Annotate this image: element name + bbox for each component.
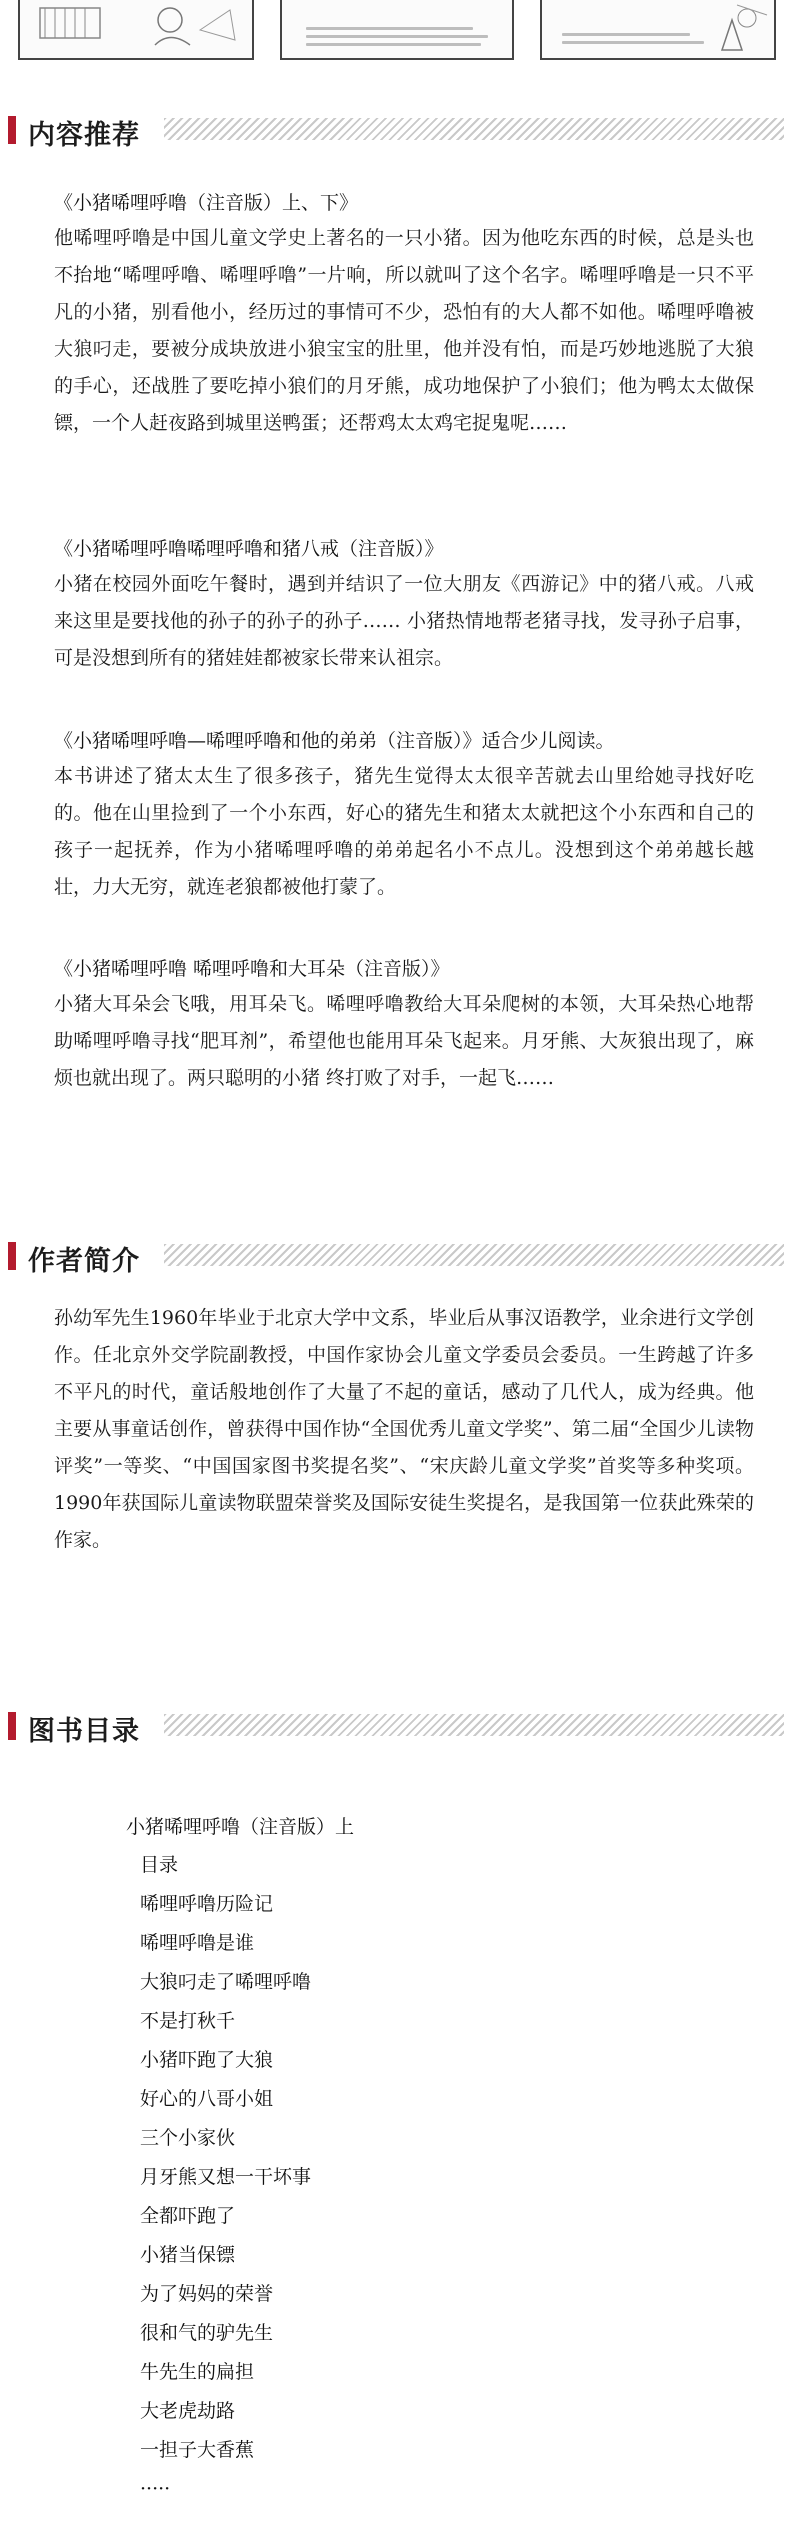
- toc-item: 小猪吓跑了大狼: [140, 2049, 274, 2071]
- section-title: 作者简介: [28, 1246, 140, 1277]
- book-title: 《小猪唏哩呼噜唏哩呼噜和猪八戒（注音版）》: [54, 538, 444, 560]
- toc-item-cropped: ·····: [140, 2478, 171, 2500]
- section-heading-author: [8, 1236, 784, 1276]
- section-accent-bar: [8, 1712, 16, 1740]
- book-entry-1: [54, 186, 754, 442]
- toc-item: 大狼叼走了唏哩呼噜: [140, 1971, 312, 1993]
- section-title: 内容推荐: [28, 120, 140, 151]
- author-bio-text: 孙幼军先生1960年毕业于北京大学中文系，毕业后从事汉语教学，业余进行文学创作。任北京外交学院副教授，中国作家协会儿童文学委员会委员。一生跨越了许多不平凡的时代，童话般地创作了大量了不起的童话，感动了几代人，成为经典。他主要从事童话创作，曾获得中国作协“全国优秀儿童文学奖”、第二届“全国少儿读物评奖”一等奖、“中国国家图书奖提名奖”、“宋庆龄儿童文学奖”首奖等多种奖项。1990年获国际儿童读物联盟荣誉奖及国际安徒生奖提名，是我国第一位获此殊荣的作家。: [54, 1307, 754, 1551]
- toc-item: 很和气的驴先生: [140, 2322, 274, 2344]
- book-description: 本书讲述了猪太太生了很多孩子，猪先生觉得太太很辛苦就去山里给她寻找好吃的。他在山里捡到了一个小东西，好心的猪先生和猪太太就把这个小东西和自己的孩子一起抚养，作为小猪唏哩呼噜的弟弟起名小不点儿。没想到这个弟弟越长越壮，力大无穷，就连老狼都被他打蒙了。: [54, 765, 754, 898]
- toc-item: 不是打秋千: [140, 2010, 236, 2032]
- toc-item: 牛先生的扁担: [140, 2361, 255, 2383]
- toc-item: 一担子大香蕉: [140, 2439, 255, 2461]
- author-bio: [54, 1300, 754, 1559]
- toc-item: 全都吓跑了: [140, 2205, 236, 2227]
- book-description: 他唏哩呼噜是中国儿童文学史上著名的一只小猪。因为他吃东西的时候，总是头也不抬地“唏哩呼噜、唏哩呼噜”一片响，所以就叫了这个名字。唏哩呼噜是一只不平凡的小猪，别看他小，经历过的事情可不少，恐怕有的大人都不如他。唏哩呼噜被大狼叼走，要被分成块放进小狼宝宝的肚里，他并没有怕，而是巧妙地逃脱了大狼的手心，还战胜了要吃掉小狼们的月牙熊，成功地保护了小狼们；他为鸭太太做保镖，一个人赶夜路到城里送鸭蛋；还帮鸡太太鸡宅捉鬼呢……: [54, 227, 754, 434]
- book-title: 《小猪唏哩呼噜（注音版）上、下》: [54, 192, 359, 214]
- toc-item: 唏哩呼噜历险记: [140, 1893, 274, 1915]
- toc-item: 为了妈妈的荣誉: [140, 2283, 274, 2305]
- section-divider-hatch: [164, 118, 784, 140]
- toc-item: 小猪当保镖: [140, 2244, 236, 2266]
- illustration-icon: [20, 0, 252, 58]
- book-entry-2: [54, 532, 754, 677]
- section-heading-toc: [8, 1706, 784, 1746]
- section-divider-hatch: [164, 1244, 784, 1266]
- toc-item: 大老虎劫路: [140, 2400, 236, 2422]
- book-description: 小猪在校园外面吃午餐时，遇到并结识了一位大朋友《西游记》中的猪八戒。八戒来这里是要找他的孙子的孙子的孙子…… 小猪热情地帮老猪寻找，发寻孙子启事，可是没想到所有的猪娃娃都被家长带来认祖宗。: [54, 573, 754, 669]
- book-title: 《小猪唏哩呼噜—唏哩呼噜和他的弟弟（注音版）》适合少儿阅读。: [54, 730, 615, 752]
- section-divider-hatch: [164, 1714, 784, 1736]
- toc-item: 好心的八哥小姐: [140, 2088, 274, 2110]
- toc-item: 月牙熊又想一干坏事: [140, 2166, 312, 2188]
- thumbnail-image: [18, 0, 254, 60]
- section-title: 图书目录: [28, 1716, 140, 1747]
- table-of-contents: [126, 1808, 355, 2500]
- book-entry-4: [54, 952, 754, 1097]
- book-entry-3: [54, 724, 754, 906]
- toc-item: 目录: [140, 1854, 179, 1876]
- section-heading-content: [8, 110, 784, 150]
- section-accent-bar: [8, 116, 16, 144]
- book-title: 《小猪唏哩呼噜 唏哩呼噜和大耳朵（注音版）》: [54, 958, 450, 980]
- book-description: 小猪大耳朵会飞哦，用耳朵飞。唏哩呼噜教给大耳朵爬树的本领，大耳朵热心地帮助唏哩呼噜寻找“肥耳剂”，希望他也能用耳朵飞起来。月牙熊、大灰狼出现了，麻烦也就出现了。两只聪明的小猪 终打败了对手，一起飞……: [54, 993, 754, 1089]
- toc-book-title: 小猪唏哩呼噜（注音版）上: [126, 1816, 355, 1838]
- tree-illustration-icon: [542, 0, 774, 58]
- top-thumbnail-strip: [0, 0, 790, 62]
- toc-item: 唏哩呼噜是谁: [140, 1932, 255, 1954]
- section-accent-bar: [8, 1242, 16, 1270]
- thumbnail-text-illustration: [540, 0, 776, 60]
- toc-item: 三个小家伙: [140, 2127, 236, 2149]
- thumbnail-text-page: [280, 0, 514, 60]
